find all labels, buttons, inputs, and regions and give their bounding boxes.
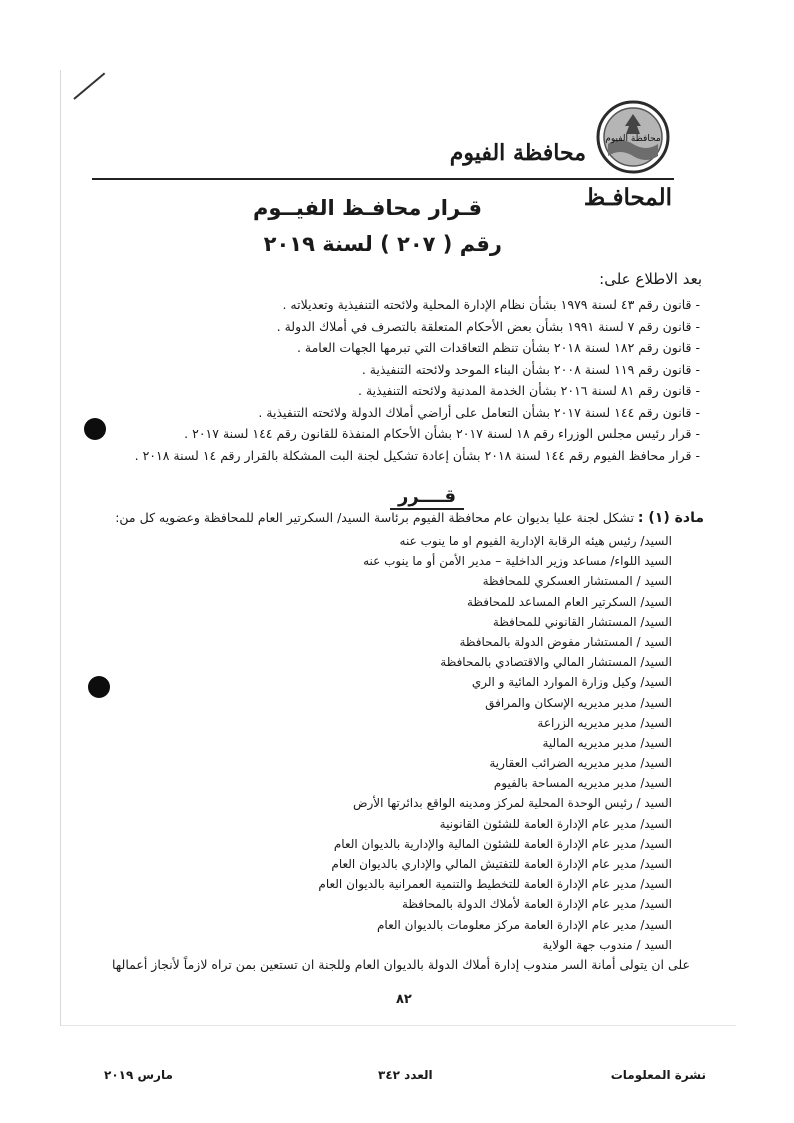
closing-clause: على ان يتولى أمانة السر مندوب إدارة أملاك الدولة بالديوان العام وللجنة ان تستعين بمن تراه لازماً لأنجاز أعمالها <box>111 957 690 972</box>
governorate-emblem <box>596 100 670 174</box>
governorate-name: محافظة الفيوم <box>449 140 586 166</box>
member-item: السيد / المستشار العسكري للمحافظة <box>482 574 672 589</box>
law-item: - قانون رقم ٨١ لسنة ٢٠١٦ بشأن الخدمة المدنية ولائحته التنفيذية . <box>80 380 700 402</box>
member-item: السيد/ مدير مديريه المساحة بالفيوم <box>493 776 672 791</box>
member-item: السيد/ مدير عام الإدارة العامة للشئون المالية والإدارية بالديوان العام <box>333 836 672 851</box>
member-item: السيد/ مدير مديريه الضرائب العقارية <box>489 756 672 771</box>
member-item: السيد اللواء/ مساعد وزير الداخلية – مدير الأمن أو ما ينوب عنه <box>363 554 672 569</box>
member-item: السيد/ مدير عام الإدارة العامة للتفتيش المالي والإداري بالديوان العام <box>331 857 672 871</box>
decided-heading: قــــرر <box>390 486 464 510</box>
member-item: السيد/ رئيس هيئه الرقابة الإدارية الفيوم او ما ينوب عنه <box>399 534 672 548</box>
article-text: تشكل لجنة عليا بديوان عام محافظة الفيوم برئاسة السيد/ السكرتير العام للمحافظة وعضويه كل من: <box>115 510 634 525</box>
member-item: السيد/ مدير مديريه المالية <box>542 735 672 750</box>
law-item: - قانون رقم ١٤٤ لسنة ٢٠١٧ بشأن التعامل على أراضي أملاك الدولة ولائحته التنفيذية . <box>80 402 700 424</box>
law-item: - قانون رقم ٤٣ لسنة ١٩٧٩ بشأن نظام الإدارة المحلية ولائحته التنفيذية وتعديلاته . <box>80 294 700 316</box>
law-item: - قرار محافظ الفيوم رقم ١٤٤ لسنة ٢٠١٨ بشأن إعادة تشكيل لجنة البت المشكلة بالقرار رقم ١٤ لسنة ٢٠١٨ . <box>80 445 700 467</box>
member-item: السيد/ السكرتير العام المساعد للمحافظة <box>466 594 672 609</box>
governor-label: المحافـظ <box>583 184 672 211</box>
member-item: السيد / المستشار مفوض الدولة بالمحافظة <box>459 634 672 649</box>
reference-laws-list <box>80 294 700 466</box>
law-item: - قرار رئيس مجلس الوزراء رقم ١٨ لسنة ٢٠١٧ بشأن الأحكام المنفذة للقانون رقم ١٤٤ لسنة ٢٠١٧ . <box>80 423 700 445</box>
review-heading: بعد الاطلاع على: <box>599 270 702 288</box>
article-label: مادة (١) : <box>637 510 704 526</box>
punch-hole <box>88 676 110 698</box>
member-item: السيد/ مدير مديريه الزراعة <box>537 715 672 730</box>
member-item: السيد/ مدير عام الإدارة العامة للشئون القانونية <box>439 816 672 831</box>
page-number: ٨٢ <box>396 992 412 1007</box>
member-item: السيد/ مدير مديريه الإسكان والمرافق <box>485 695 672 710</box>
member-item: السيد / رئيس الوحدة المحلية لمركز ومدينه الواقع بدائرتها الأرض <box>353 796 672 811</box>
member-item: السيد/ وكيل وزارة الموارد المائية و الري <box>471 675 672 690</box>
punch-hole <box>84 418 106 440</box>
member-item: السيد/ مدير عام الإدارة العامة للتخطيط والتنمية العمرانية بالديوان العام <box>318 877 672 892</box>
footer-publication: نشرة المعلومات <box>610 1068 706 1082</box>
footer-issue: العدد ٣٤٢ <box>378 1068 433 1082</box>
footer-date: مارس ٢٠١٩ <box>104 1068 173 1082</box>
article-1 <box>44 510 704 526</box>
law-item: - قانون رقم ١٨٢ لسنة ٢٠١٨ بشأن تنظم التعاقدات التي تبرمها الجهات العامة . <box>80 337 700 359</box>
header-divider <box>92 178 674 180</box>
law-item: - قانون رقم ٧ لسنة ١٩٩١ بشأن بعض الأحكام المتعلقة بالتصرف في أملاك الدولة . <box>80 316 700 338</box>
committee-members-list <box>192 531 672 955</box>
law-item: - قانون رقم ١١٩ لسنة ٢٠٠٨ بشأن البناء الموحد ولائحته التنفيذية . <box>80 359 700 381</box>
member-item: السيد / مندوب جهة الولاية <box>542 937 672 952</box>
member-item: السيد/ المستشار القانوني للمحافظة <box>492 614 672 629</box>
decree-title: قـرار محافـظ الفيــوم <box>252 196 482 220</box>
member-item: السيد/ المستشار المالي والاقتصادي بالمحافظة <box>440 655 672 670</box>
decree-number: رقم ( ٢٠٧ ) لسنة ٢٠١٩ <box>263 232 502 256</box>
member-item: السيد/ مدير عام الإدارة العامة لأملاك الدولة بالمحافظة <box>401 897 672 912</box>
emblem-caption: محافظة الفيوم <box>605 134 661 144</box>
member-item: السيد/ مدير عام الإدارة العامة مركز معلومات بالديوان العام <box>377 917 672 932</box>
